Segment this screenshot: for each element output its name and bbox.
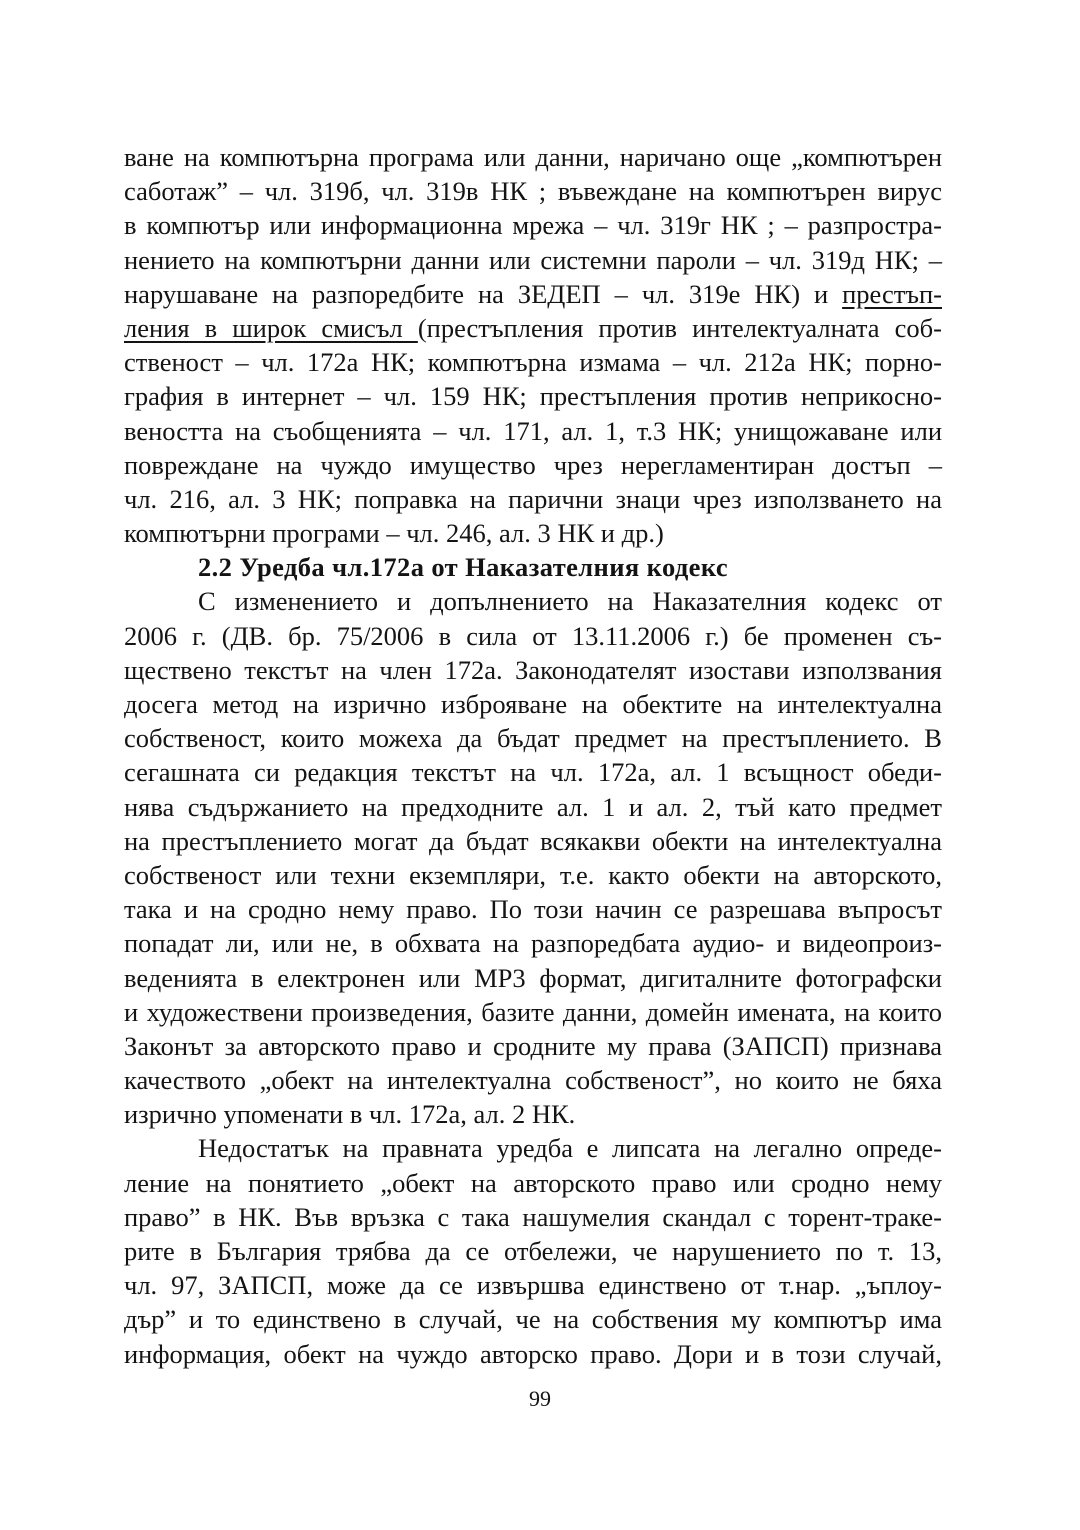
paragraph-deficiency [124, 1131, 942, 1370]
text-line: ществено текстът на член 172а. Законодателят изостави използвания [124, 654, 942, 685]
text-line-mixed [124, 311, 942, 345]
text-line: С изменението и допълнението на Наказателния кодекс от [198, 586, 942, 617]
text-line-mixed [124, 277, 942, 311]
text-line: собственост, които можеха да бъдат предмет на престъплението. В [124, 723, 942, 754]
text-line: дър” и то единствено в случай, че на собствения му компютър има [124, 1304, 942, 1335]
text-segment: (престъпления против интелектуалната соб- [417, 312, 942, 343]
text-line: чл. 97, ЗАПСП, може да се извършва единствено от т.нар. „ъплоу- [124, 1270, 942, 1301]
text-line: графия в интернет – чл. 159 НК; престъпления против неприкосно- [124, 381, 942, 412]
text-line: ване на компютърна програма или данни, наричано още „компютърен [124, 142, 942, 172]
text-line: на престъплението могат да бъдат всякакви обекти на интелектуална [124, 825, 942, 856]
text-line: Законът за авторското право и сродните му права (ЗАПСП) признава [124, 1030, 942, 1061]
text-line: информация, обект на чуждо авторско право. Дори и в този случай, [124, 1338, 942, 1369]
text-segment: нарушаване на разпоредбите на ЗЕДЕП – чл. 319е НК) и [124, 278, 843, 309]
text-line: веденията в електронен или МР3 формат, дигиталните фотографски [124, 962, 942, 993]
text-line: Недостатък на правната уредба е липсата на легално опреде- [198, 1133, 942, 1164]
underlined-text: ления в широк смисъл [124, 312, 418, 343]
text-line: рите в България трябва да се отбележи, че нарушението по т. 13, [124, 1236, 942, 1266]
text-line: и художествени произведения, базите данни, домейн имената, на които [124, 996, 942, 1027]
section-heading: 2.2 Уредба чл.172а от Наказателния кодекс [198, 552, 728, 583]
text-line: собственост или техни екземпляри, т.е. както обекти на авторското, [124, 859, 942, 890]
underlined-text: престъп- [842, 278, 942, 309]
text-line: така и на сродно нему право. По този начин се разрешава въпросът [124, 894, 942, 925]
text-line: качеството „обект на интелектуална собственост”, но които не бяха [124, 1065, 942, 1096]
page-number: 99 [529, 1386, 551, 1411]
paragraph-legislation [124, 584, 942, 1131]
text-line: сегашната си редакция текстът на чл. 172а, ал. 1 всъщност обеди- [124, 757, 942, 788]
paragraph-continuation [124, 140, 942, 550]
text-line: веността на съобщенията – чл. 171, ал. 1, т.3 НК; унищожаване или [124, 415, 942, 446]
text-line: ственост – чл. 172а НК; компютърна измама – чл. 212а НК; порно- [124, 347, 942, 378]
text-line: нението на компютърни данни или системни пароли – чл. 319д НК; – [124, 244, 942, 275]
text-line: попадат ли, или не, в обхвата на разпоредбата аудио- и видеопроиз- [124, 928, 942, 959]
text-line: чл. 216, ал. 3 НК; поправка на парични знаци чрез използването на [124, 483, 942, 514]
text-line: 2006 г. (ДВ. бр. 75/2006 в сила от 13.11.2006 г.) бе променен съ- [124, 620, 942, 651]
text-line: ление на понятието „обект на авторското право или сродно нему [124, 1167, 942, 1198]
text-line: повреждане на чуждо имущество чрез нерегламентиран достъп – [124, 449, 942, 480]
document-page [124, 140, 942, 1371]
text-line: досега метод на изрично изброяване на обектите на интелектуална [124, 689, 942, 719]
text-line: нява съдържанието на предходните ал. 1 и ал. 2, тъй като предмет [124, 791, 942, 822]
text-line: компютърни програми – чл. 246, ал. 3 НК и др.) [124, 518, 664, 549]
text-line: изрично упоменати в чл. 172а, ал. 2 НК. [124, 1099, 576, 1130]
text-line: в компютър или информационна мрежа – чл. 319г НК ; – разпростра- [124, 210, 942, 241]
text-line: право” в НК. Във връзка с така нашумелия скандал с торент-траке- [124, 1201, 942, 1232]
text-line: саботаж” – чл. 319б, чл. 319в НК ; въвеждане на компютърен вирус [124, 176, 942, 207]
